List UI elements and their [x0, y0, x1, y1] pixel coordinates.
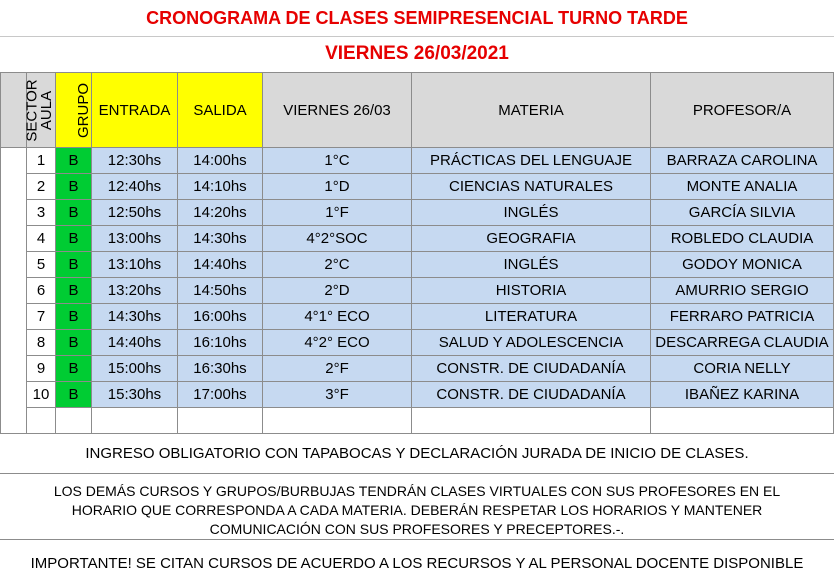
table-row — [1, 304, 834, 330]
aula-cell: 10 — [27, 382, 56, 408]
aula-cell: 1 — [27, 148, 56, 174]
header-salida: SALIDA — [178, 73, 263, 148]
table-row — [1, 174, 834, 200]
header-grupo: GRUPO — [56, 73, 92, 148]
note-virtual: LOS DEMÁS CURSOS Y GRUPOS/BURBUJAS TENDRÁN CLASES VIRTUALES CON SUS PROFESORES EN EL HORARIO QUE CORRESPONDA A CADA MATERIA. DEBERÁN RESPETAR LOS HORARIOS Y MANTENER COMUNICACIÓN CON SUS PROFESORES Y PRECEPTORES.-. — [0, 474, 834, 540]
table-row — [1, 408, 834, 434]
salida-cell: 16:00hs — [178, 304, 263, 330]
header-sector: SECTOR — [1, 73, 27, 148]
table-row — [1, 226, 834, 252]
grupo-cell: B — [56, 252, 92, 278]
salida-cell: 14:00hs — [178, 148, 263, 174]
profesor-cell: CORIA NELLY — [651, 356, 834, 382]
entrada-cell: 15:30hs — [92, 382, 178, 408]
grupo-cell: B — [56, 330, 92, 356]
materia-cell: GEOGRAFIA — [412, 226, 651, 252]
page-subtitle: VIERNES 26/03/2021 — [0, 36, 834, 73]
table-header-row — [1, 73, 834, 148]
salida-cell: 16:30hs — [178, 356, 263, 382]
profesor-cell: DESCARREGA CLAUDIA — [651, 330, 834, 356]
header-aula: AULA — [27, 73, 56, 148]
grupo-cell: B — [56, 148, 92, 174]
salida-cell: 14:10hs — [178, 174, 263, 200]
materia-cell: CONSTR. DE CIUDADANÍA — [412, 382, 651, 408]
curso-cell: 4°2°SOC — [263, 226, 412, 252]
materia-cell: SALUD Y ADOLESCENCIA — [412, 330, 651, 356]
grupo-cell: B — [56, 200, 92, 226]
profesor-cell: GARCÍA SILVIA — [651, 200, 834, 226]
table-row — [1, 148, 834, 174]
table-row — [1, 356, 834, 382]
materia-cell: INGLÉS — [412, 252, 651, 278]
curso-cell — [263, 408, 412, 434]
aula-cell: 5 — [27, 252, 56, 278]
grupo-cell: B — [56, 226, 92, 252]
curso-cell: 2°C — [263, 252, 412, 278]
curso-cell: 2°F — [263, 356, 412, 382]
table-row — [1, 278, 834, 304]
profesor-cell: MONTE ANALIA — [651, 174, 834, 200]
curso-cell: 4°2° ECO — [263, 330, 412, 356]
salida-cell: 16:10hs — [178, 330, 263, 356]
entrada-cell: 12:40hs — [92, 174, 178, 200]
profesor-cell: AMURRIO SERGIO — [651, 278, 834, 304]
profesor-cell: ROBLEDO CLAUDIA — [651, 226, 834, 252]
profesor-cell: BARRAZA CAROLINA — [651, 148, 834, 174]
materia-cell — [412, 408, 651, 434]
entrada-cell: 14:30hs — [92, 304, 178, 330]
salida-cell: 14:20hs — [178, 200, 263, 226]
salida-cell: 14:50hs — [178, 278, 263, 304]
materia-cell: LITERATURA — [412, 304, 651, 330]
materia-cell: INGLÉS — [412, 200, 651, 226]
profesor-cell: GODOY MONICA — [651, 252, 834, 278]
curso-cell: 1°F — [263, 200, 412, 226]
aula-cell: 6 — [27, 278, 56, 304]
curso-cell: 4°1° ECO — [263, 304, 412, 330]
materia-cell: PRÁCTICAS DEL LENGUAJE — [412, 148, 651, 174]
curso-cell: 1°C — [263, 148, 412, 174]
table-body — [1, 148, 834, 434]
salida-cell: 14:30hs — [178, 226, 263, 252]
aula-cell: 4 — [27, 226, 56, 252]
aula-cell: 3 — [27, 200, 56, 226]
grupo-cell: B — [56, 304, 92, 330]
entrada-cell: 13:00hs — [92, 226, 178, 252]
grupo-cell: B — [56, 278, 92, 304]
table-row — [1, 252, 834, 278]
curso-cell: 3°F — [263, 382, 412, 408]
curso-cell: 2°D — [263, 278, 412, 304]
page-title: CRONOGRAMA DE CLASES SEMIPRESENCIAL TURNO TARDE — [0, 0, 834, 37]
profesor-cell — [651, 408, 834, 434]
entrada-cell: 14:40hs — [92, 330, 178, 356]
grupo-cell: B — [56, 174, 92, 200]
entrada-cell: 13:10hs — [92, 252, 178, 278]
header-entrada: ENTRADA — [92, 73, 178, 148]
grupo-cell — [56, 408, 92, 434]
materia-cell: CONSTR. DE CIUDADANÍA — [412, 356, 651, 382]
materia-cell: HISTORIA — [412, 278, 651, 304]
table-row — [1, 200, 834, 226]
curso-cell: 1°D — [263, 174, 412, 200]
materia-cell: CIENCIAS NATURALES — [412, 174, 651, 200]
sector-cell — [1, 148, 27, 434]
table-row — [1, 382, 834, 408]
profesor-cell: IBAÑEZ KARINA — [651, 382, 834, 408]
aula-cell: 7 — [27, 304, 56, 330]
salida-cell: 17:00hs — [178, 382, 263, 408]
aula-cell: 9 — [27, 356, 56, 382]
entrada-cell — [92, 408, 178, 434]
header-materia: MATERIA — [412, 73, 651, 148]
note-importante: IMPORTANTE! SE CITAN CURSOS DE ACUERDO A LOS RECURSOS Y AL PERSONAL DOCENTE DISPONIBLE — [30, 555, 804, 572]
table-row — [1, 330, 834, 356]
salida-cell: 14:40hs — [178, 252, 263, 278]
entrada-cell: 13:20hs — [92, 278, 178, 304]
header-curso: VIERNES 26/03 — [263, 73, 412, 148]
aula-cell: 2 — [27, 174, 56, 200]
salida-cell — [178, 408, 263, 434]
profesor-cell: FERRARO PATRICIA — [651, 304, 834, 330]
schedule-table — [0, 72, 834, 434]
note-ingreso: INGRESO OBLIGATORIO CON TAPABOCAS Y DECLARACIÓN JURADA DE INICIO DE CLASES. — [0, 434, 834, 474]
aula-cell: 8 — [27, 330, 56, 356]
aula-cell — [27, 408, 56, 434]
grupo-cell: B — [56, 356, 92, 382]
entrada-cell: 15:00hs — [92, 356, 178, 382]
entrada-cell: 12:50hs — [92, 200, 178, 226]
entrada-cell: 12:30hs — [92, 148, 178, 174]
grupo-cell: B — [56, 382, 92, 408]
header-profesor: PROFESOR/A — [651, 73, 834, 148]
